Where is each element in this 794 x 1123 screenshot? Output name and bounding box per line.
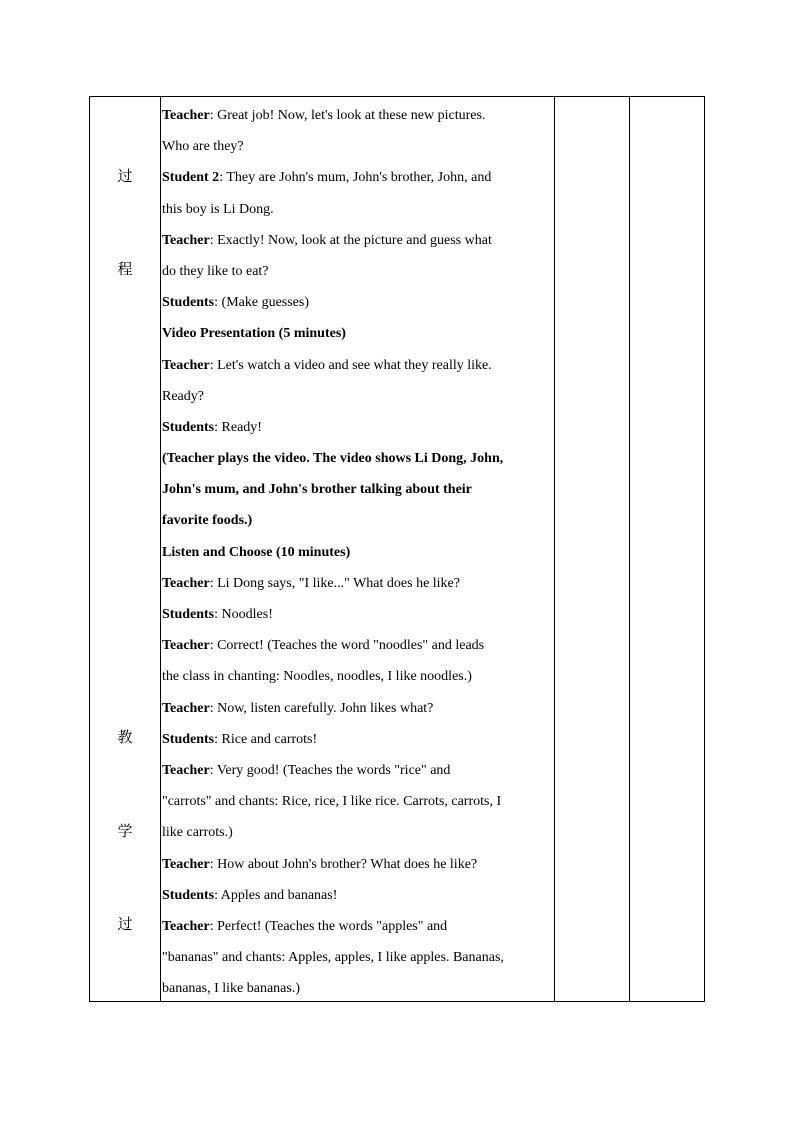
dialogue-line: [162, 786, 552, 817]
dialogue-line: [162, 817, 552, 848]
speaker-name: Students: [162, 607, 215, 622]
speaker-name: Teacher: [162, 108, 210, 123]
dialogue-text: : Exactly! Now, look at the picture and guess what: [209, 232, 492, 248]
dialogue-line: [162, 537, 552, 568]
lesson-content-cell: [162, 100, 552, 1004]
empty-column-cell: [630, 97, 704, 1001]
column-divider: [160, 97, 161, 1001]
dialogue-line: [162, 880, 552, 911]
dialogue-line: [162, 661, 552, 692]
dialogue-text: "bananas" and chants: Apples, apples, I like apples. Bananas,: [162, 950, 504, 966]
dialogue-line: [162, 350, 552, 381]
dialogue-text: : Now, listen carefully. John likes what?: [209, 700, 434, 716]
dialogue-line: [162, 287, 552, 318]
speaker-name: Teacher: [162, 638, 210, 654]
dialogue-text: : Very good! (Teaches the words "rice" and: [209, 762, 451, 778]
dialogue-text: "carrots" and chants: Rice, rice, I like rice. Carrots, carrots, I: [162, 794, 502, 810]
dialogue-text: : Ready!: [214, 419, 262, 435]
dialogue-line: [162, 755, 552, 786]
dialogue-line: [162, 381, 552, 412]
speaker-name: Teacher: [162, 232, 210, 248]
dialogue-line: [162, 693, 552, 724]
dialogue-text: Who are they?: [162, 139, 244, 155]
dialogue-line: [162, 412, 552, 443]
dialogue-line: [162, 568, 552, 599]
side-label-guo-2: 过: [117, 915, 133, 933]
dialogue-text: : Noodles!: [214, 607, 273, 622]
speaker-name: Students: [162, 731, 215, 747]
dialogue-text: do they like to eat?: [162, 263, 269, 279]
dialogue-text: : (Make guesses): [214, 295, 310, 311]
dialogue-line: [162, 973, 552, 1004]
section-heading: John's mum, and John's brother talking about their: [162, 482, 472, 498]
dialogue-text: : Great job! Now, let's look at these new pictures.: [209, 108, 486, 123]
speaker-name: Teacher: [162, 856, 210, 872]
dialogue-text: : Let's watch a video and see what they really like.: [209, 357, 492, 373]
dialogue-line: [162, 318, 552, 349]
dialogue-line: [162, 911, 552, 942]
dialogue-line: [162, 131, 552, 162]
dialogue-text: Ready?: [162, 388, 204, 404]
dialogue-line: [162, 256, 552, 287]
section-heading: Video Presentation (5 minutes): [162, 326, 346, 342]
dialogue-text: like carrots.): [162, 825, 233, 841]
dialogue-text: : They are John's mum, John's brother, John, and: [219, 170, 492, 186]
dialogue-text: bananas, I like bananas.): [162, 981, 300, 997]
speaker-name: Students: [162, 295, 215, 311]
dialogue-line: [162, 162, 552, 193]
side-label-cheng: 程: [117, 260, 133, 278]
dialogue-line: [162, 630, 552, 661]
dialogue-line: [162, 194, 552, 225]
dialogue-text: : Apples and bananas!: [214, 887, 338, 903]
dialogue-line: [162, 849, 552, 880]
speaker-name: Teacher: [162, 357, 210, 373]
section-heading: Listen and Choose (10 minutes): [162, 544, 351, 560]
lesson-plan-table: [89, 96, 705, 1002]
dialogue-line: [162, 505, 552, 536]
side-label-xue: 学: [117, 822, 133, 840]
speaker-name: Students: [162, 887, 215, 903]
dialogue-text: : Perfect! (Teaches the words "apples" and: [209, 918, 448, 934]
section-heading: (Teacher plays the video. The video shows Li Dong, John,: [162, 451, 504, 467]
dialogue-text: the class in chanting: Noodles, noodles, I like noodles.): [162, 669, 472, 685]
speaker-name: Students: [162, 419, 215, 435]
speaker-name: Teacher: [162, 918, 210, 934]
speaker-name: Teacher: [162, 762, 210, 778]
dialogue-line: [162, 443, 552, 474]
dialogue-line: [162, 724, 552, 755]
section-heading: favorite foods.): [162, 513, 253, 529]
speaker-name: Teacher: [162, 700, 210, 716]
speaker-name: Student 2: [162, 170, 220, 186]
dialogue-text: : Correct! (Teaches the word "noodles" and leads: [209, 638, 485, 654]
dialogue-line: [162, 100, 552, 131]
dialogue-text: this boy is Li Dong.: [162, 201, 274, 217]
dialogue-line: [162, 474, 552, 505]
speaker-name: Teacher: [162, 575, 210, 591]
dialogue-text: : Li Dong says, "I like..." What does he like?: [209, 575, 460, 591]
dialogue-line: [162, 225, 552, 256]
dialogue-text: : Rice and carrots!: [214, 731, 318, 747]
dialogue-line: [162, 599, 552, 630]
side-label-guo: 过: [117, 167, 133, 185]
side-label-jiao: 教: [117, 728, 133, 746]
dialogue-text: : How about John's brother? What does he like?: [209, 856, 478, 872]
empty-column-cell: [555, 97, 629, 1001]
dialogue-line: [162, 942, 552, 973]
